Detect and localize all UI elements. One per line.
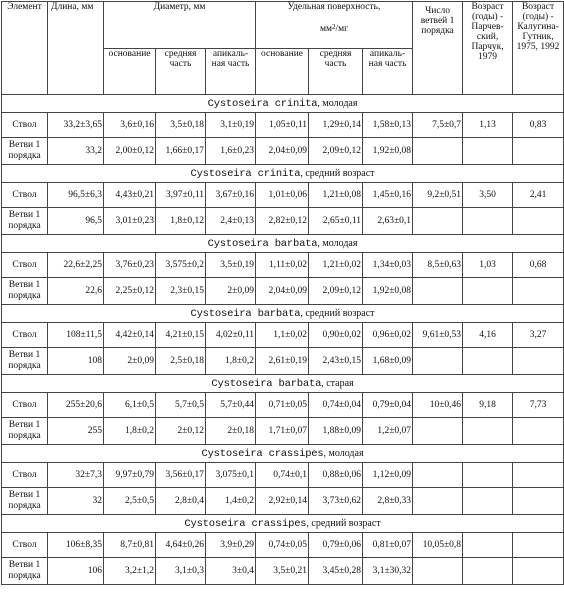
cell-s1: 2,61±0,19 <box>256 348 309 375</box>
cell-s3: 2,8±0,33 <box>363 488 413 515</box>
element-label: Ветви 1 порядка <box>2 138 48 165</box>
cell-len: 255±20,6 <box>48 393 104 418</box>
section-heading <box>2 305 564 323</box>
cell-s2: 1,21±0,02 <box>309 253 363 278</box>
cell-d3: 3,075±0,1 <box>206 463 256 488</box>
cell-d2: 3,1±0,3 <box>156 558 206 585</box>
cell-len: 106±8,35 <box>48 533 104 558</box>
cell-a2 <box>513 558 564 585</box>
cell-d2: 3,97±0,11 <box>156 183 206 208</box>
cell-a2: 0,68 <box>513 253 564 278</box>
table-row <box>2 278 564 305</box>
table-row <box>2 208 564 235</box>
cell-a1 <box>463 463 513 488</box>
species-name: Cystoseira crinita <box>207 97 318 110</box>
cell-len: 32±7,3 <box>48 463 104 488</box>
section-heading-row <box>2 515 564 533</box>
table-row <box>2 558 564 585</box>
cell-s3: 0,81±0,07 <box>363 533 413 558</box>
cell-br: 9,61±0,53 <box>413 323 463 348</box>
cell-d1: 3,6±0,16 <box>104 113 156 138</box>
cell-s1: 2,82±0,12 <box>256 208 309 235</box>
cell-s2: 3,45±0,28 <box>309 558 363 585</box>
header-element: Элемент <box>2 2 48 95</box>
cell-a1 <box>463 533 513 558</box>
element-label: Ствол <box>2 463 48 488</box>
cell-d2: 4,21±0,15 <box>156 323 206 348</box>
cell-s3: 0,96±0,02 <box>363 323 413 348</box>
cell-s3: 1,34±0,03 <box>363 253 413 278</box>
header-age-1: Возраст (годы) - Парчев-ский, Парчук, 1979 <box>463 2 513 95</box>
species-name: Cystoseira crassipes <box>201 447 324 460</box>
element-label: Ствол <box>2 253 48 278</box>
cell-d3: 3,9±0,29 <box>206 533 256 558</box>
cell-s1: 1,71±0,07 <box>256 418 309 445</box>
element-label: Ствол <box>2 393 48 418</box>
growth-stage: , средний возраст <box>300 307 375 319</box>
cell-a1 <box>463 558 513 585</box>
cell-d2: 1,66±0,17 <box>156 138 206 165</box>
table-row <box>2 323 564 348</box>
cell-a2: 2,41 <box>513 183 564 208</box>
cell-s1: 2,92±0,14 <box>256 488 309 515</box>
cell-s3: 1,58±0,13 <box>363 113 413 138</box>
cell-d3: 2±0,09 <box>206 278 256 305</box>
cell-a2 <box>513 533 564 558</box>
cell-d3: 1,6±0,23 <box>206 138 256 165</box>
header-surf-apical: апикаль-ная часть <box>363 49 413 95</box>
cell-br <box>413 138 463 165</box>
section-heading-row <box>2 165 564 183</box>
section-heading <box>2 165 564 183</box>
species-name: Cystoseira crinita <box>190 167 301 180</box>
cell-s2: 2,65±0,11 <box>309 208 363 235</box>
element-label: Ветви 1 порядка <box>2 278 48 305</box>
cell-s3: 2,63±0,1 <box>363 208 413 235</box>
section-heading-row <box>2 375 564 393</box>
section-heading <box>2 445 564 463</box>
cell-br: 10±0,46 <box>413 393 463 418</box>
cell-a2 <box>513 463 564 488</box>
header-surf-middle: средняя часть <box>309 49 363 95</box>
cell-s3: 1,68±0,09 <box>363 348 413 375</box>
cell-d3: 4,02±0,11 <box>206 323 256 348</box>
section-heading-row <box>2 445 564 463</box>
cell-s1: 0,74±0,05 <box>256 533 309 558</box>
header-surface-title: Удельная поверхность, <box>287 2 381 12</box>
cell-s2: 2,09±0,12 <box>309 278 363 305</box>
element-label: Ствол <box>2 323 48 348</box>
cell-d2: 2,8±0,4 <box>156 488 206 515</box>
cell-a1 <box>463 418 513 445</box>
growth-stage: , средний возраст <box>300 167 375 179</box>
table-row <box>2 113 564 138</box>
cell-d2: 5,7±0,5 <box>156 393 206 418</box>
species-name: Cystoseira barbata <box>211 377 322 390</box>
cell-d1: 3,2±1,2 <box>104 558 156 585</box>
cell-s2: 2,43±0,15 <box>309 348 363 375</box>
cell-a1: 3,50 <box>463 183 513 208</box>
cell-br: 10,05±0,8 <box>413 533 463 558</box>
growth-stage: , средний возраст <box>306 517 381 529</box>
cell-a2 <box>513 138 564 165</box>
cell-d1: 2±0,09 <box>104 348 156 375</box>
cell-len: 33,2 <box>48 138 104 165</box>
section-heading <box>2 95 564 113</box>
cell-s3: 1,12±0,09 <box>363 463 413 488</box>
cell-s3: 1,45±0,16 <box>363 183 413 208</box>
element-label: Ветви 1 порядка <box>2 208 48 235</box>
cell-s3: 1,92±0,08 <box>363 278 413 305</box>
cell-s1: 3,5±0,21 <box>256 558 309 585</box>
table-row <box>2 393 564 418</box>
cell-s1: 0,74±0,1 <box>256 463 309 488</box>
section-heading-row <box>2 305 564 323</box>
cell-len: 106 <box>48 558 104 585</box>
cell-s2: 3,73±0,62 <box>309 488 363 515</box>
growth-stage: , старая <box>321 377 354 389</box>
cell-br <box>413 488 463 515</box>
element-label: Ветви 1 порядка <box>2 558 48 585</box>
table-row <box>2 418 564 445</box>
cell-a1 <box>463 208 513 235</box>
cell-s1: 1,1±0,02 <box>256 323 309 348</box>
cell-s3: 1,2±0,07 <box>363 418 413 445</box>
species-name: Cystoseira barbata <box>190 307 301 320</box>
cell-d3: 5,7±0,44 <box>206 393 256 418</box>
element-label: Ствол <box>2 113 48 138</box>
cell-d1: 8,7±0,81 <box>104 533 156 558</box>
growth-stage: , молодая <box>317 97 358 109</box>
cell-a2: 7,73 <box>513 393 564 418</box>
section-heading <box>2 235 564 253</box>
cell-d3: 2,4±0,13 <box>206 208 256 235</box>
cell-d2: 1,8±0,12 <box>156 208 206 235</box>
cell-d1: 1,8±0,2 <box>104 418 156 445</box>
cell-s2: 0,74±0,04 <box>309 393 363 418</box>
cell-s1: 0,71±0,05 <box>256 393 309 418</box>
cell-br <box>413 348 463 375</box>
cell-br: 7,5±0,7 <box>413 113 463 138</box>
growth-stage: , молодая <box>317 237 358 249</box>
cell-s1: 1,01±0,06 <box>256 183 309 208</box>
cell-br <box>413 558 463 585</box>
element-label: Ствол <box>2 183 48 208</box>
cell-d2: 3,56±0,17 <box>156 463 206 488</box>
table-row <box>2 533 564 558</box>
cell-a1 <box>463 278 513 305</box>
table-row <box>2 488 564 515</box>
cell-d1: 2,00±0,12 <box>104 138 156 165</box>
cell-a2 <box>513 278 564 305</box>
table-body <box>2 95 564 585</box>
cell-s2: 0,79±0,06 <box>309 533 363 558</box>
cell-s2: 2,09±0,12 <box>309 138 363 165</box>
header-diam-base: основание <box>104 49 156 95</box>
cell-d1: 3,76±0,23 <box>104 253 156 278</box>
cell-s1: 1,05±0,11 <box>256 113 309 138</box>
cell-a1: 1,13 <box>463 113 513 138</box>
cell-d2: 3,5±0,18 <box>156 113 206 138</box>
cell-len: 22,6±2,25 <box>48 253 104 278</box>
cell-br: 8,5±0,63 <box>413 253 463 278</box>
cell-a1 <box>463 348 513 375</box>
cell-d3: 3,5±0,19 <box>206 253 256 278</box>
header-surface <box>256 2 413 49</box>
cell-a2 <box>513 418 564 445</box>
cell-len: 108±11,5 <box>48 323 104 348</box>
cell-a2 <box>513 348 564 375</box>
cell-len: 255 <box>48 418 104 445</box>
cell-d1: 2,25±0,12 <box>104 278 156 305</box>
cell-a1 <box>463 488 513 515</box>
cell-br <box>413 418 463 445</box>
cell-a1: 1,03 <box>463 253 513 278</box>
cell-d3: 3±0,4 <box>206 558 256 585</box>
cell-d1: 9,97±0,79 <box>104 463 156 488</box>
cell-a1: 4,16 <box>463 323 513 348</box>
header-diameter: Диаметр, мм <box>104 2 256 49</box>
element-label: Ветви 1 порядка <box>2 488 48 515</box>
cell-a2 <box>513 488 564 515</box>
cell-d1: 4,43±0,21 <box>104 183 156 208</box>
element-label: Ветви 1 порядка <box>2 418 48 445</box>
cell-d3: 2±0,18 <box>206 418 256 445</box>
cell-d1: 4,42±0,14 <box>104 323 156 348</box>
header-surface-unit: $мм^2/мг$ <box>319 23 349 34</box>
cell-len: 22,6 <box>48 278 104 305</box>
cell-s2: 0,90±0,02 <box>309 323 363 348</box>
cell-s3: 1,92±0,08 <box>363 138 413 165</box>
cell-d3: 3,67±0,16 <box>206 183 256 208</box>
header-diam-middle: средняя часть <box>156 49 206 95</box>
cell-d1: 6,1±0,5 <box>104 393 156 418</box>
element-label: Ветви 1 порядка <box>2 348 48 375</box>
cell-a1: 9,18 <box>463 393 513 418</box>
cell-len: 108 <box>48 348 104 375</box>
table-row <box>2 138 564 165</box>
cell-br <box>413 463 463 488</box>
species-name: Cystoseira crassipes <box>184 517 307 530</box>
cell-s1: 1,11±0,02 <box>256 253 309 278</box>
header-branches: Число ветвей 1 порядка <box>413 2 463 95</box>
cell-d1: 2,5±0,5 <box>104 488 156 515</box>
cell-s3: 0,79±0,04 <box>363 393 413 418</box>
cell-d2: 2,5±0,18 <box>156 348 206 375</box>
table-row <box>2 253 564 278</box>
cell-d2: 3,575±0,2 <box>156 253 206 278</box>
cell-br <box>413 208 463 235</box>
section-heading-row <box>2 95 564 113</box>
cell-a2 <box>513 208 564 235</box>
cell-s1: 2,04±0,09 <box>256 278 309 305</box>
cell-d1: 3,01±0,23 <box>104 208 156 235</box>
header-age-2: Возраст (годы) - Калугина-Гутник, 1975, 1992 <box>513 2 564 95</box>
cell-a2: 3,27 <box>513 323 564 348</box>
cell-s1: 2,04±0,09 <box>256 138 309 165</box>
section-heading <box>2 375 564 393</box>
species-name: Cystoseira barbata <box>207 237 318 250</box>
cell-br <box>413 278 463 305</box>
cell-s2: 0,88±0,06 <box>309 463 363 488</box>
cell-d2: 4,64±0,26 <box>156 533 206 558</box>
table-header <box>2 2 564 95</box>
cell-d3: 1,8±0,2 <box>206 348 256 375</box>
header-diam-apical: апикаль-ная часть <box>206 49 256 95</box>
cell-d2: 2,3±0,15 <box>156 278 206 305</box>
cell-s2: 1,29±0,14 <box>309 113 363 138</box>
cell-a1 <box>463 138 513 165</box>
growth-stage: , молодая <box>323 447 364 459</box>
cell-len: 33,2±3,65 <box>48 113 104 138</box>
element-label: Ствол <box>2 533 48 558</box>
cell-len: 32 <box>48 488 104 515</box>
cell-a2: 0,83 <box>513 113 564 138</box>
cell-d3: 1,4±0,2 <box>206 488 256 515</box>
cell-d2: 2±0,12 <box>156 418 206 445</box>
cell-s3: 3,1±30,32 <box>363 558 413 585</box>
table-row <box>2 348 564 375</box>
cell-br: 9,2±0,51 <box>413 183 463 208</box>
header-length: Длина, мм <box>48 2 104 95</box>
section-heading-row <box>2 235 564 253</box>
section-heading <box>2 515 564 533</box>
data-table <box>1 1 564 585</box>
cell-s2: 1,88±0,09 <box>309 418 363 445</box>
cell-len: 96,5±6,3 <box>48 183 104 208</box>
table-row <box>2 183 564 208</box>
cell-d3: 3,1±0,19 <box>206 113 256 138</box>
cell-s2: 1,21±0,08 <box>309 183 363 208</box>
header-surf-base: основание <box>256 49 309 95</box>
cell-len: 96,5 <box>48 208 104 235</box>
table-row <box>2 463 564 488</box>
